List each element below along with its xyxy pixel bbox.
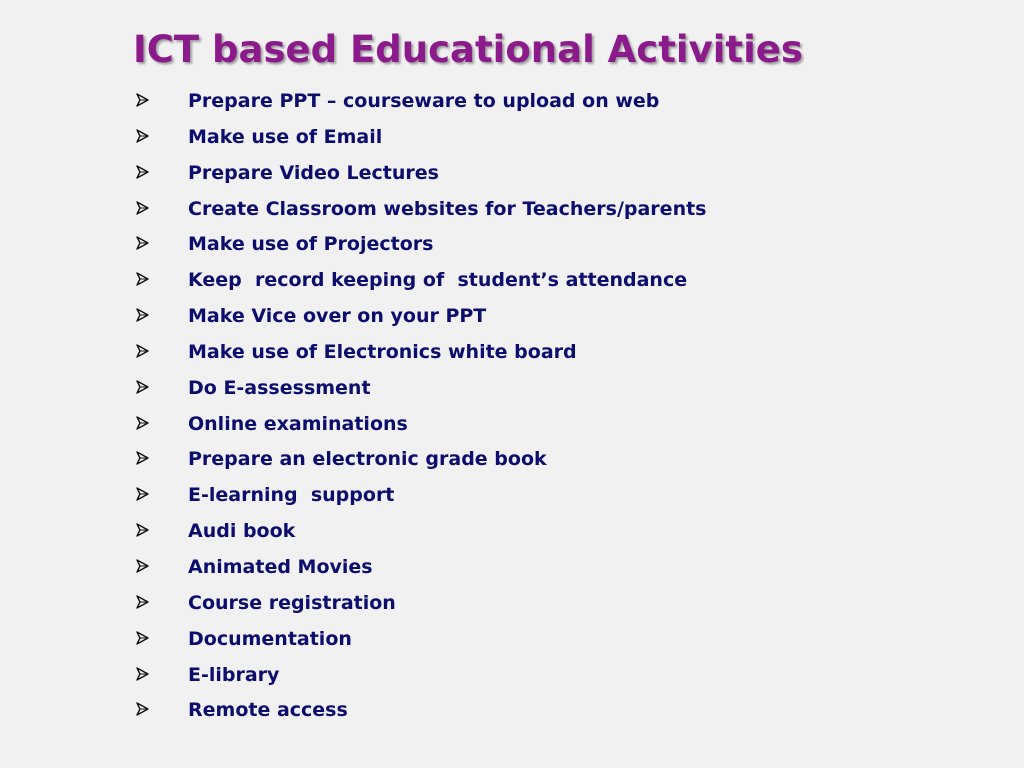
list-item bbox=[0, 549, 1024, 585]
list-item-text: Prepare an electronic grade book bbox=[188, 448, 547, 471]
arrowhead-bullet-icon bbox=[136, 595, 150, 609]
arrowhead-bullet-icon bbox=[136, 380, 150, 394]
list-item-text: Prepare PPT – courseware to upload on web bbox=[188, 90, 660, 112]
list-item bbox=[0, 83, 1024, 119]
list-item bbox=[0, 477, 1024, 513]
list-item bbox=[0, 226, 1024, 262]
list-item-text: Animated Movies bbox=[188, 555, 373, 578]
list-item-text: Create Classroom websites for Teachers/parents bbox=[188, 197, 707, 220]
arrowhead-bullet-icon bbox=[136, 487, 150, 501]
list-item bbox=[0, 191, 1024, 227]
arrowhead-bullet-icon bbox=[136, 93, 150, 107]
arrowhead-bullet-icon bbox=[136, 236, 150, 250]
list-item bbox=[0, 119, 1024, 155]
list-item-text: Documentation bbox=[188, 627, 352, 650]
list-item bbox=[0, 441, 1024, 477]
list-item bbox=[0, 334, 1024, 370]
arrowhead-bullet-icon bbox=[136, 702, 150, 716]
arrowhead-bullet-icon bbox=[136, 308, 150, 322]
list-item bbox=[0, 513, 1024, 549]
arrowhead-bullet-icon bbox=[136, 559, 150, 573]
arrowhead-bullet-icon bbox=[136, 523, 150, 537]
list-item bbox=[0, 621, 1024, 657]
arrowhead-bullet-icon bbox=[136, 451, 150, 465]
slide-title: ICT based Educational Activities bbox=[133, 28, 803, 71]
arrowhead-bullet-icon bbox=[136, 165, 150, 179]
list-item-text: Remote access bbox=[188, 699, 348, 722]
arrowhead-bullet-icon bbox=[136, 631, 150, 645]
list-item bbox=[0, 406, 1024, 442]
bullet-list bbox=[0, 83, 1024, 728]
list-item-text: Prepare Video Lectures bbox=[188, 161, 439, 184]
list-item-text: Online examinations bbox=[188, 412, 408, 435]
arrowhead-bullet-icon bbox=[136, 416, 150, 430]
arrowhead-bullet-icon bbox=[136, 272, 150, 286]
arrowhead-bullet-icon bbox=[136, 129, 150, 143]
list-item bbox=[0, 585, 1024, 621]
list-item bbox=[0, 370, 1024, 406]
list-item-text: Keep record keeping of student’s attendance bbox=[188, 269, 688, 292]
arrowhead-bullet-icon bbox=[136, 344, 150, 358]
arrowhead-bullet-icon bbox=[136, 667, 150, 681]
list-item bbox=[0, 298, 1024, 334]
list-item-text: Course registration bbox=[188, 591, 396, 614]
list-item bbox=[0, 155, 1024, 191]
list-item-text: Audi book bbox=[188, 520, 296, 543]
list-item-text: E-library bbox=[188, 663, 280, 686]
list-item-text: Make use of Electronics white board bbox=[188, 340, 577, 363]
list-item-text: Make Vice over on your PPT bbox=[188, 305, 487, 328]
list-item-text: Make use of Email bbox=[188, 125, 383, 148]
list-item bbox=[0, 262, 1024, 298]
list-item bbox=[0, 692, 1024, 728]
list-item-text: Make use of Projectors bbox=[188, 233, 434, 256]
list-item bbox=[0, 657, 1024, 693]
list-item-text: E-learning support bbox=[188, 484, 395, 507]
list-item-text: Do E-assessment bbox=[188, 376, 371, 399]
arrowhead-bullet-icon bbox=[136, 201, 150, 215]
